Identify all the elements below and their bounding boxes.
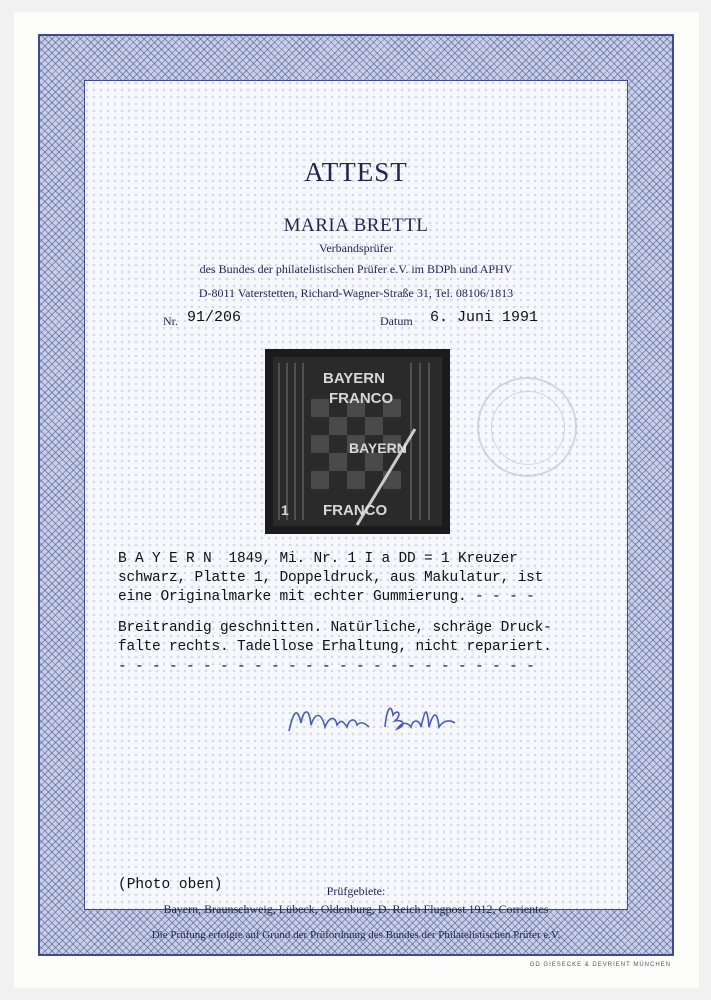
stamp-text-top-2: FRANCO	[329, 390, 394, 407]
description-line-1: B A Y E R N 1849, Mi. Nr. 1 I a DD = 1 Kreuzer	[118, 551, 518, 567]
certificate-number: 91/206	[187, 309, 242, 326]
certificate-date: 6. Juni 1991	[430, 309, 539, 326]
stamp-corner-digit: 1	[281, 502, 289, 518]
examiner-signature	[285, 693, 485, 748]
embossed-seal	[477, 377, 577, 477]
certificate-title: ATTEST	[304, 157, 408, 187]
stamp-photo	[265, 349, 450, 534]
description-line-2: schwarz, Platte 1, Doppeldruck, aus Makulatur, ist	[118, 570, 544, 586]
examiner-role: Verbandsprüfer	[319, 241, 393, 255]
examiner-address: D-8011 Vaterstetten, Richard-Wagner-Straße 31, Tel. 08106/1813	[198, 286, 514, 300]
certificate-number-label: Nr.	[163, 314, 178, 328]
stamp-text-mid: BAYERN	[349, 440, 407, 456]
examiner-association: des Bundes der philatelistischen Prüfer e.V. im BDPh und APHV	[199, 262, 513, 276]
pruefgebiete-list: Bayern, Braunschweig, Lübeck, Oldenburg, D. Reich Flugpost 1912, Corrientes	[163, 902, 549, 916]
stamp-text-bottom: FRANCO	[323, 502, 388, 519]
certificate-body	[84, 80, 628, 941]
stamp-image	[265, 349, 450, 534]
description-line-5: falte rechts. Tadellose Erhaltung, nicht repariert.	[118, 639, 552, 655]
pruefgebiete-label: Prüfgebiete:	[326, 884, 386, 898]
disclaimer: Die Prüfung erfolgte auf Grund der Prüfordnung des Bundes der Philatelistischen Prüfer e.V.	[151, 929, 561, 941]
description-dash-line: - - - - - - - - - - - - - - - - - - - - - - - - -	[118, 659, 535, 675]
description-line-3: eine Originalmarke mit echter Gummierung. - - - -	[118, 589, 535, 605]
description-line-4: Breitrandig geschnitten. Natürliche, schräge Druck-	[118, 620, 552, 636]
guilloche-border	[38, 34, 674, 956]
photo-note: (Photo oben)	[118, 877, 223, 893]
stamp-text-top-1: BAYERN	[323, 370, 385, 387]
date-label: Datum	[380, 314, 413, 328]
printer-imprint: GD GIESECKE & DEVRIENT MÜNCHEN	[529, 962, 671, 968]
examiner-name: MARIA BRETTL	[283, 215, 429, 236]
